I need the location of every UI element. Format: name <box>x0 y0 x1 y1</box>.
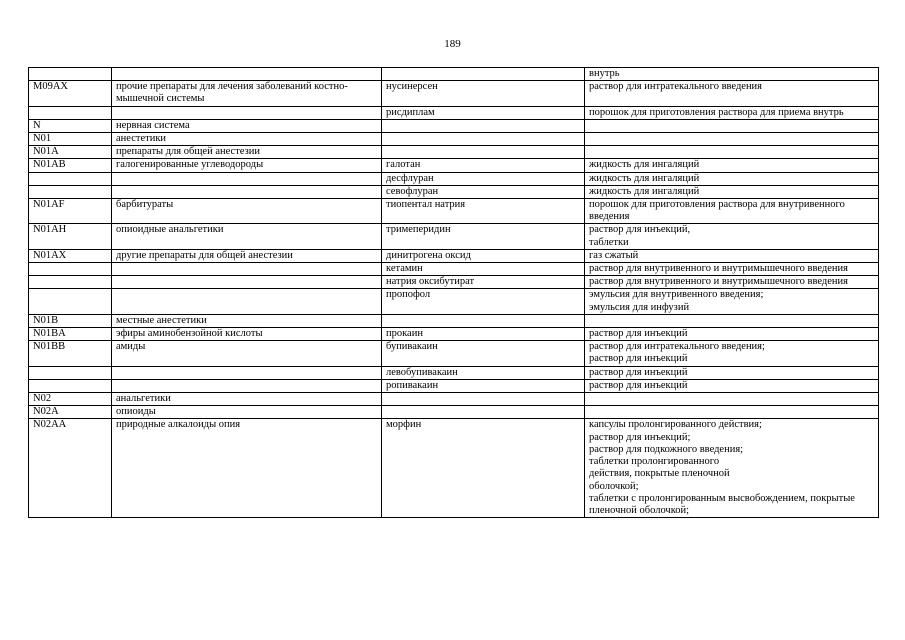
drug-name-cell: кетамин <box>382 263 585 276</box>
anatomical-therapeutic-group-cell <box>112 276 382 289</box>
drug-name-cell <box>382 133 585 146</box>
dosage-form-cell <box>585 393 879 406</box>
drug-name-cell: бупивакаин <box>382 341 585 366</box>
dosage-form-cell <box>585 133 879 146</box>
atc-code-cell: N <box>29 119 112 132</box>
drug-name-cell: десфлуран <box>382 172 585 185</box>
anatomical-therapeutic-group-cell: другие препараты для общей анестезии <box>112 249 382 262</box>
anatomical-therapeutic-group-cell <box>112 172 382 185</box>
dosage-form-cell: эмульсия для внутривенного введения; эмульсия для инфузий <box>585 289 879 314</box>
dosage-form-cell: жидкость для ингаляций <box>585 159 879 172</box>
drug-name-cell <box>382 119 585 132</box>
anatomical-therapeutic-group-cell: амиды <box>112 341 382 366</box>
table-row <box>29 172 879 185</box>
anatomical-therapeutic-group-cell: эфиры аминобензойной кислоты <box>112 328 382 341</box>
atc-code-cell <box>29 185 112 198</box>
table-row <box>29 119 879 132</box>
table-row <box>29 224 879 249</box>
anatomical-therapeutic-group-cell <box>112 263 382 276</box>
atc-code-cell: N01 <box>29 133 112 146</box>
drug-name-cell <box>382 314 585 327</box>
drug-name-cell: натрия оксибутират <box>382 276 585 289</box>
dosage-form-cell: раствор для инъекций, таблетки <box>585 224 879 249</box>
anatomical-therapeutic-group-cell: барбитураты <box>112 199 382 224</box>
dosage-form-cell: внутрь <box>585 68 879 81</box>
anatomical-therapeutic-group-cell: опиоиды <box>112 406 382 419</box>
dosage-form-cell: жидкость для ингаляций <box>585 185 879 198</box>
dosage-form-cell <box>585 119 879 132</box>
anatomical-therapeutic-group-cell: галогенированные углеводороды <box>112 159 382 172</box>
anatomical-therapeutic-group-cell <box>112 379 382 392</box>
atc-code-cell: N02A <box>29 406 112 419</box>
dosage-form-cell: порошок для приготовления раствора для приема внутрь <box>585 106 879 119</box>
drug-name-cell <box>382 68 585 81</box>
dosage-form-cell: раствор для инъекций <box>585 379 879 392</box>
anatomical-therapeutic-group-cell: местные анестетики <box>112 314 382 327</box>
drug-name-cell <box>382 146 585 159</box>
table-row <box>29 146 879 159</box>
dosage-form-cell: раствор для внутривенного и внутримышечного введения <box>585 263 879 276</box>
drug-name-cell: ропивакаин <box>382 379 585 392</box>
anatomical-therapeutic-group-cell <box>112 106 382 119</box>
drug-name-cell: морфин <box>382 419 585 518</box>
table-row <box>29 366 879 379</box>
drug-name-cell: севофлуран <box>382 185 585 198</box>
table-row <box>29 419 879 518</box>
anatomical-therapeutic-group-cell: анальгетики <box>112 393 382 406</box>
anatomical-therapeutic-group-cell <box>112 68 382 81</box>
dosage-form-cell: жидкость для ингаляций <box>585 172 879 185</box>
table-row <box>29 341 879 366</box>
atc-code-cell <box>29 366 112 379</box>
table-row <box>29 314 879 327</box>
dosage-form-cell: порошок для приготовления раствора для внутривенного введения <box>585 199 879 224</box>
atc-code-cell <box>29 263 112 276</box>
anatomical-therapeutic-group-cell: опиоидные анальгетики <box>112 224 382 249</box>
table-row <box>29 263 879 276</box>
atc-code-cell: N01AB <box>29 159 112 172</box>
drug-name-cell <box>382 393 585 406</box>
table-row <box>29 133 879 146</box>
table-row <box>29 199 879 224</box>
table-row <box>29 68 879 81</box>
dosage-form-cell: капсулы пролонгированного действия; раствор для инъекций; раствор для подкожного введения; таблетки пролонгированного действия, покрытые пленочной оболочкой; таблетки с пролонгированным высвобождением, покрытые пленочной оболочкой; <box>585 419 879 518</box>
dosage-form-cell <box>585 314 879 327</box>
dosage-form-cell: раствор для интратекального введения; раствор для инъекций <box>585 341 879 366</box>
anatomical-therapeutic-group-cell <box>112 289 382 314</box>
table-row <box>29 328 879 341</box>
atc-code-cell: N01BA <box>29 328 112 341</box>
atc-code-cell <box>29 276 112 289</box>
drug-name-cell: тримеперидин <box>382 224 585 249</box>
anatomical-therapeutic-group-cell: прочие препараты для лечения заболеваний костно-мышечной системы <box>112 81 382 106</box>
dosage-form-cell: раствор для внутривенного и внутримышечного введения <box>585 276 879 289</box>
dosage-form-cell <box>585 406 879 419</box>
drug-name-cell: динитрогена оксид <box>382 249 585 262</box>
anatomical-therapeutic-group-cell <box>112 185 382 198</box>
table-row <box>29 379 879 392</box>
table-row <box>29 106 879 119</box>
atc-code-cell: N01A <box>29 146 112 159</box>
drug-name-cell: рисдиплам <box>382 106 585 119</box>
drug-name-cell <box>382 406 585 419</box>
atc-code-cell <box>29 106 112 119</box>
drug-name-cell: прокаин <box>382 328 585 341</box>
atc-code-cell: M09AX <box>29 81 112 106</box>
drug-table <box>28 67 879 518</box>
dosage-form-cell: раствор для интратекального введения <box>585 81 879 106</box>
drug-name-cell: тиопентал натрия <box>382 199 585 224</box>
table-row <box>29 406 879 419</box>
table-row <box>29 276 879 289</box>
atc-code-cell <box>29 68 112 81</box>
table-row <box>29 185 879 198</box>
drug-name-cell: галотан <box>382 159 585 172</box>
drug-name-cell: нусинерсен <box>382 81 585 106</box>
table-row <box>29 249 879 262</box>
anatomical-therapeutic-group-cell <box>112 366 382 379</box>
anatomical-therapeutic-group-cell: природные алкалоиды опия <box>112 419 382 518</box>
atc-code-cell: N01AX <box>29 249 112 262</box>
anatomical-therapeutic-group-cell: препараты для общей анестезии <box>112 146 382 159</box>
drug-name-cell: пропофол <box>382 289 585 314</box>
anatomical-therapeutic-group-cell: анестетики <box>112 133 382 146</box>
atc-code-cell: N02AA <box>29 419 112 518</box>
atc-code-cell: N01AH <box>29 224 112 249</box>
atc-code-cell <box>29 172 112 185</box>
atc-code-cell <box>29 379 112 392</box>
atc-code-cell: N01BB <box>29 341 112 366</box>
dosage-form-cell: газ сжатый <box>585 249 879 262</box>
table-row <box>29 289 879 314</box>
dosage-form-cell: раствор для инъекций <box>585 366 879 379</box>
page-number: 189 <box>444 38 461 50</box>
table-row <box>29 159 879 172</box>
atc-code-cell: N01AF <box>29 199 112 224</box>
atc-code-cell: N02 <box>29 393 112 406</box>
anatomical-therapeutic-group-cell: нервная система <box>112 119 382 132</box>
drug-name-cell: левобупивакаин <box>382 366 585 379</box>
dosage-form-cell <box>585 146 879 159</box>
table-row <box>29 393 879 406</box>
drug-table-body <box>29 68 879 518</box>
table-row <box>29 81 879 106</box>
atc-code-cell: N01B <box>29 314 112 327</box>
atc-code-cell <box>29 289 112 314</box>
dosage-form-cell: раствор для инъекций <box>585 328 879 341</box>
